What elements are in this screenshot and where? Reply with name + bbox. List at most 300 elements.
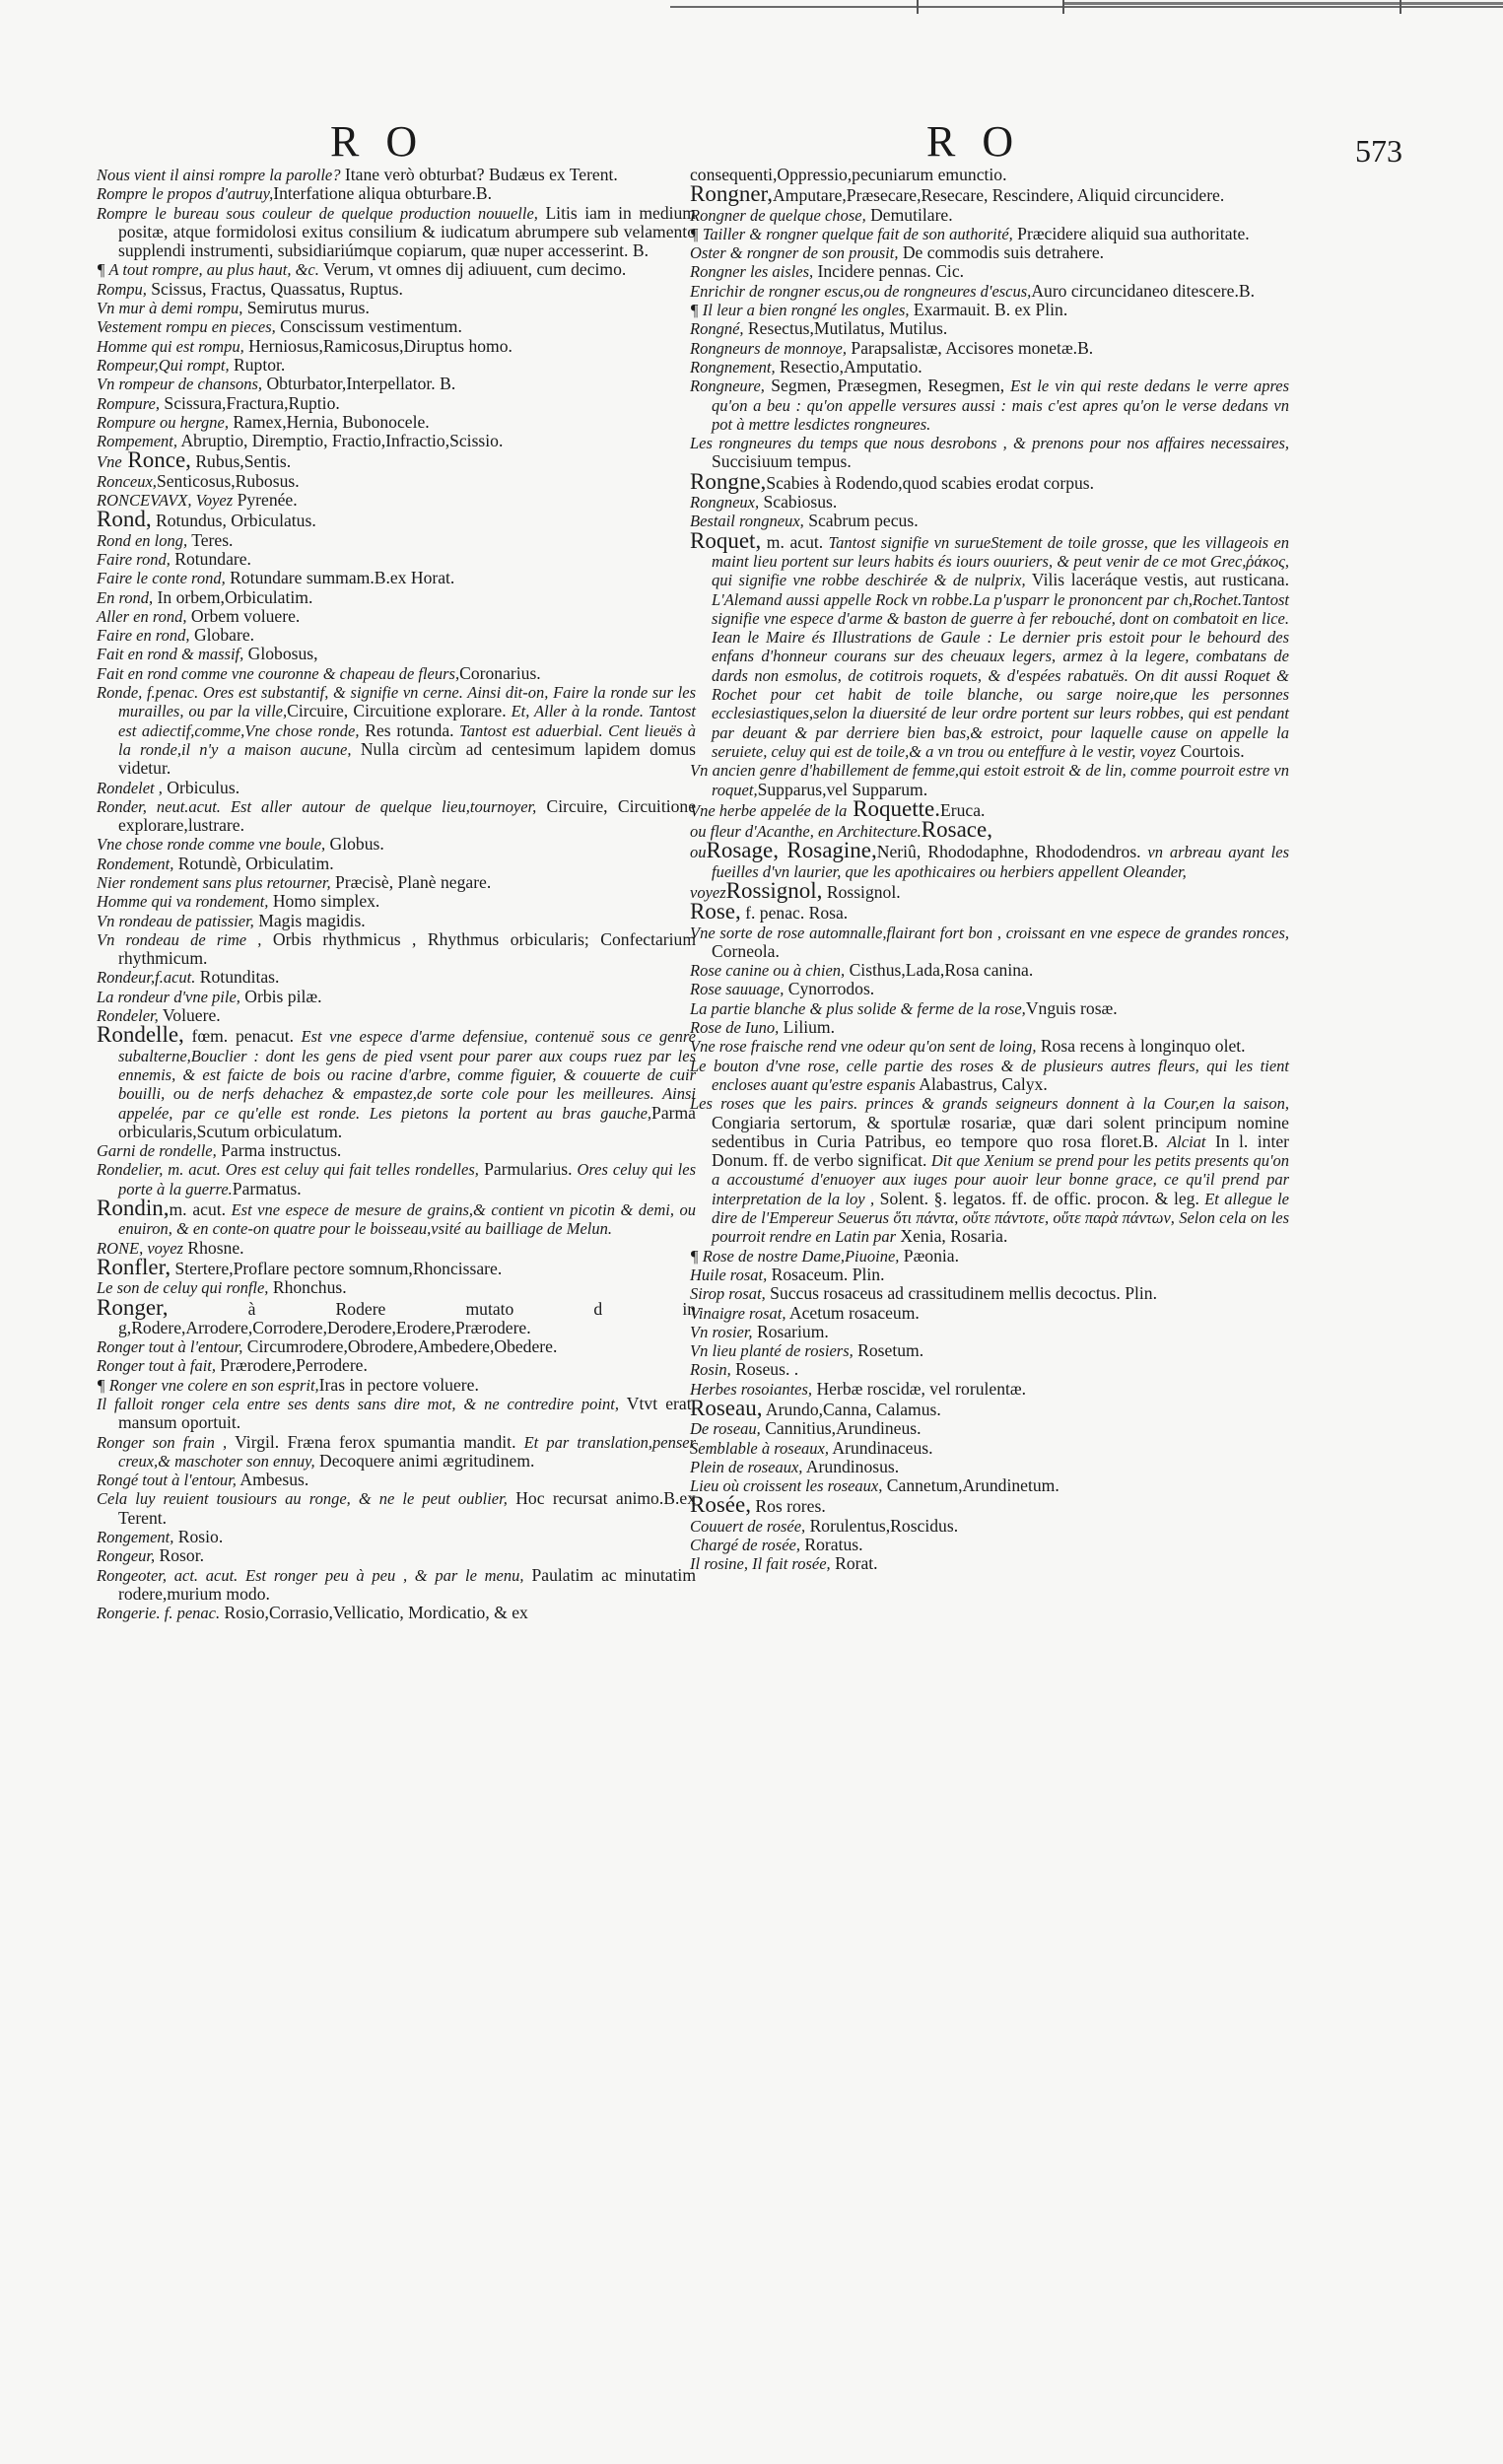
- latin-text: Cannetum,Arundinetum.: [882, 1475, 1059, 1496]
- top-scan-border: [0, 0, 1503, 22]
- latin-text: Itane verò obturbat? Budæus ex Terent.: [340, 165, 618, 184]
- dictionary-entry: [97, 1254, 696, 1279]
- dictionary-entry: [97, 1471, 696, 1489]
- latin-text: Succisiuum tempus.: [712, 451, 852, 472]
- dictionary-entry: [97, 413, 696, 432]
- latin-text: Rosio.: [173, 1527, 224, 1547]
- french-text: Rompure ou hergne,: [97, 412, 229, 432]
- dictionary-entry: [97, 1395, 696, 1433]
- latin-text: Globare.: [189, 625, 255, 646]
- latin-text: Ros rores.: [750, 1496, 826, 1517]
- latin-text: Interfatione aliqua obturbare.B.: [273, 183, 493, 204]
- dictionary-entry: [97, 299, 696, 317]
- dictionary-entry: [97, 1278, 696, 1297]
- french-text: Tantost est aduerbial. Cent lieuës à la ronde,il n'y a maison aucune,: [118, 720, 696, 759]
- dictionary-entry: [690, 1323, 1289, 1341]
- latin-text: Courtois.: [1176, 740, 1245, 761]
- french-text: Il rosine, Il fait rosée,: [690, 1554, 831, 1574]
- latin-text: Globus.: [325, 834, 384, 855]
- french-text: Vn lieu planté de rosiers,: [690, 1341, 854, 1361]
- latin-text: Scabies à Rodendo,quod scabies erodat corpus.: [766, 472, 1095, 493]
- french-text: Ronger son frain ,: [97, 1432, 228, 1452]
- latin-text: Præcisè, Planè negare.: [330, 871, 492, 892]
- french-text: Vn rompeur de chansons,: [97, 375, 263, 394]
- french-text: RONE, voyez: [97, 1238, 183, 1258]
- latin-text: Neriû, Rhododaphne, Rhododendros.: [876, 842, 1141, 862]
- latin-text: Paulatim ac minutatim rodere,murium modo.: [118, 1564, 697, 1604]
- headword: Rosace,: [921, 817, 992, 843]
- dictionary-entry: [97, 550, 696, 569]
- dictionary-entry: [97, 507, 696, 532]
- dictionary-entry: [97, 1376, 696, 1395]
- headword: Rongne,: [690, 468, 767, 494]
- dictionary-entry: [97, 797, 696, 836]
- dictionary-entry: [97, 531, 696, 550]
- latin-text: Parmatus.: [232, 1178, 302, 1198]
- dictionary-entry: [690, 1284, 1289, 1303]
- dictionary-entry: [690, 1476, 1289, 1495]
- latin-text: Res rotunda.: [359, 719, 454, 740]
- french-text: RONCEVAVX, Voyez: [97, 491, 234, 511]
- latin-text: Herbæ roscidæ, vel rorulentæ.: [812, 1378, 1027, 1399]
- latin-text: Rotundare.: [170, 548, 251, 569]
- french-text: Et par translation,penser creux,& maschoter son ennuy,: [118, 1432, 696, 1471]
- dictionary-entry: [97, 1489, 696, 1528]
- latin-text: Rhosne.: [182, 1237, 244, 1258]
- page-number: 573: [1355, 133, 1402, 169]
- headword: Roquette.: [847, 795, 940, 821]
- french-text: La partie blanche & plus solide & ferme de la rose,: [690, 998, 1026, 1018]
- latin-text: Parma instructus.: [216, 1140, 342, 1161]
- french-text: La rondeur d'vne pile,: [97, 987, 240, 1006]
- french-text: Nier rondement sans plus retourner,: [97, 872, 331, 892]
- headword: Rosée,: [690, 1492, 751, 1518]
- latin-text: à Rodere mutato d in g,Rodere,Arrodere,Corrodere,Derodere,Erodere,Prærodere.: [118, 1298, 696, 1337]
- top-rule-tick: [1062, 0, 1064, 14]
- latin-text: Rubus,Sentis.: [190, 451, 292, 472]
- french-text: Vn rosier,: [690, 1322, 753, 1341]
- french-text: Et allegue le dire de l'Empereur Seuerus ὅτι πάντα, οὔτε πάντοτε, οὔτε παρὰ πάντων, Selon cela on les pourroit rendre en Latin par: [712, 1189, 1289, 1247]
- dictionary-entry: [97, 1528, 696, 1546]
- french-text: Homme qui va rondement,: [97, 892, 269, 912]
- french-text: Rompu,: [97, 279, 147, 299]
- dictionary-entry: [690, 527, 1289, 762]
- french-text: Et, Aller à la ronde. Tantost est adiectif,comme,Vne chose ronde,: [118, 702, 696, 740]
- french-text: Fait en rond & massif,: [97, 645, 244, 664]
- latin-text: Cisthus,Lada,Rosa canina.: [845, 960, 1034, 981]
- french-text: Rongeur,: [97, 1546, 156, 1566]
- dictionary-entry: [97, 1006, 696, 1025]
- latin-text: Ambesus.: [236, 1470, 309, 1490]
- dictionary-entry: [690, 225, 1289, 243]
- french-text: Vn rondeau de patissier,: [97, 911, 254, 930]
- latin-text: Rotunditas.: [195, 967, 280, 988]
- latin-text: Roseus. .: [730, 1359, 799, 1380]
- french-text: ¶ A tout rompre, au plus haut, &c.: [97, 260, 319, 280]
- french-text: Rond en long,: [97, 530, 188, 550]
- headword: Ronger,: [97, 1294, 169, 1320]
- dictionary-entry: [690, 282, 1289, 301]
- dictionary-entry: [97, 166, 696, 184]
- french-text: Ores celuy qui les porte à la guerre.: [118, 1160, 696, 1198]
- latin-text: Ruptor.: [229, 354, 286, 375]
- french-text: Vne rose fraische rend vne odeur qu'on sent de loing,: [690, 1037, 1037, 1057]
- latin-text: Lilium.: [779, 1017, 835, 1038]
- latin-text: Congiaria sertorum, & sportulæ rosariæ, quæ dari solent principum nomine sedentibus in Curia Patribus, eo tempore quo rosa floret.B.: [712, 1112, 1289, 1151]
- dictionary-entry: [97, 1546, 696, 1565]
- latin-text: m. acut.: [169, 1199, 227, 1220]
- french-text: Rongé tout à l'entour,: [97, 1471, 237, 1490]
- right-column: [690, 166, 1289, 1574]
- latin-text: Rhonchus.: [268, 1277, 347, 1298]
- latin-text: Rossignol.: [822, 881, 901, 902]
- french-text: Vn mur à demi rompu,: [97, 299, 243, 318]
- dictionary-entry: [97, 1294, 696, 1338]
- latin-text: Semirutus murus.: [242, 298, 370, 318]
- dictionary-entry: [690, 1247, 1289, 1266]
- french-text: Vinaigre rosat,: [690, 1303, 786, 1323]
- french-text: Rongneurs de monnoye,: [690, 338, 848, 358]
- dictionary-entry: [690, 339, 1289, 358]
- top-rule-line-2: [1064, 2, 1503, 5]
- french-text: Huile rosat,: [690, 1265, 768, 1284]
- latin-text: Arundinaceus.: [828, 1437, 933, 1458]
- latin-text: Iras in pectore voluere.: [318, 1374, 479, 1395]
- french-text: Alciat: [1158, 1131, 1206, 1151]
- french-text: Plein de roseaux,: [690, 1457, 803, 1476]
- latin-text: Vilis laceráque vestis, aut rusticana.: [1025, 570, 1289, 590]
- french-text: De roseau,: [690, 1419, 761, 1439]
- french-text: ¶ Rose de nostre Dame,Piuoine,: [690, 1246, 900, 1266]
- latin-text: Rotundare summam.B.ex Horat.: [225, 568, 455, 588]
- latin-text: consequenti,Oppressio,pecuniarum emunctio.: [690, 165, 1007, 184]
- dictionary-entry: [690, 924, 1289, 962]
- french-text: Rondeur,f.acut.: [97, 968, 196, 988]
- french-text: Les rongneures du temps que nous desrobons , & prenons pour nos affaires necessaires,: [690, 434, 1289, 453]
- latin-text: Decoquere animi ægritudinem.: [314, 1450, 535, 1471]
- french-text: ¶ Tailler & rongner quelque fait de son authorité,: [690, 224, 1013, 243]
- latin-text: Scissura,Fractura,Ruptio.: [160, 392, 340, 413]
- latin-text: Rosio,Corrasio,Vellicatio, Mordicatio, & ex: [220, 1603, 528, 1623]
- french-text: Chargé de rosée,: [690, 1536, 800, 1555]
- french-text: Vne sorte de rose automnalle,flairant fort bon , croissant en vne espece de grandes ronces,: [690, 923, 1289, 942]
- latin-text: Coronarius.: [459, 662, 541, 683]
- french-text: Vne herbe appelée de la: [690, 800, 848, 820]
- dictionary-entry: [97, 1337, 696, 1356]
- french-text: Rongner les aisles,: [690, 262, 814, 282]
- dictionary-entry: [97, 375, 696, 393]
- french-text: Vn ancien genre d'habillement de femme,qui estoit estroit & de lin, comme pourroit estre vn roquet,: [690, 761, 1289, 799]
- dictionary-entry: [97, 664, 696, 683]
- french-text: Tantost signifie vn surueStement de toile grosse, que les villageois en maint lieu portent sur leurs habits és iours ouuriers, & peut venir de ce mot Grec,ῥάκος, qui signifie vne robbe deschirée & de nulprix,: [712, 532, 1289, 590]
- french-text: Herbes rosoiantes,: [690, 1379, 813, 1399]
- french-text: Fait en rond comme vne couronne & chapeau de fleurs,: [97, 663, 460, 683]
- french-text: ou: [690, 843, 707, 862]
- dictionary-entry: [97, 260, 696, 279]
- latin-text: Abruptio, Diremptio, Fractio,Infractio,Scissio.: [177, 431, 504, 451]
- latin-text: Incidere pennas. Cic.: [813, 261, 965, 282]
- headword: Rongner,: [690, 181, 774, 207]
- latin-text: Corneola.: [712, 940, 780, 961]
- dictionary-entry: [97, 204, 696, 261]
- dictionary-entry: [690, 206, 1289, 225]
- latin-text: Arundinosus.: [802, 1456, 900, 1476]
- latin-text: Eruca.: [939, 799, 986, 820]
- french-text: Rongnement,: [690, 357, 776, 376]
- dictionary-entry: [690, 899, 1289, 924]
- dictionary-entry: [690, 1554, 1289, 1573]
- french-text: Garni de rondelle,: [97, 1141, 217, 1161]
- french-text: Est vne espece d'arme defensiue, contenuë sous ce genre subalterne,Bouclier : dont les gens de pied vsent pour parer aux coups ruez par les ennemis, & est faicte de bois ou racine d'arbre, comme figuier, & couuerte de cuir bouilli, ou de nerfs dehachez & empastez,de sorte cole pour les meilleures. Ainsi appelée, par ce qu'elle est ronde. Les pietons la portent au bras gauche,: [118, 1027, 696, 1123]
- french-text: Semblable à roseaux,: [690, 1438, 829, 1458]
- french-text: voyez: [690, 882, 726, 902]
- french-text: Rose canine ou à chien,: [690, 961, 846, 981]
- latin-text: Succus rosaceus ad crassitudinem mellis decoctus. Plin.: [765, 1283, 1157, 1304]
- dictionary-entry: [97, 588, 696, 607]
- dictionary-entry: [97, 280, 696, 299]
- headword: Rossignol,: [725, 877, 823, 903]
- latin-text: Circumrodere,Obrodere,Ambedere,Obedere.: [242, 1336, 558, 1357]
- latin-text: Scissus, Fractus, Quassatus, Ruptus.: [146, 278, 403, 299]
- dictionary-entry: [690, 999, 1289, 1018]
- top-rule-line: [670, 6, 1503, 8]
- latin-text: Resectio,Amputatio.: [775, 356, 922, 376]
- french-text: Vne: [97, 452, 122, 472]
- french-text: Rongerie. f. penac.: [97, 1604, 221, 1623]
- french-text: Rondeler,: [97, 1006, 159, 1026]
- french-text: Est vne espece de mesure de grains,& contient vn picotin & demi, ou enuiron, & en conte-on quatre pour le boisseau,vsité au bailliage de Melun.: [118, 1200, 697, 1239]
- dictionary-entry: [97, 1566, 696, 1605]
- french-text: Ronder, neut.acut. Est aller autour de quelque lieu,tournoyer,: [97, 796, 537, 816]
- dictionary-entry: [97, 968, 696, 987]
- dictionary-entry: [97, 988, 696, 1006]
- dictionary-entry: [690, 1419, 1289, 1438]
- dictionary-entry: [690, 961, 1289, 980]
- dictionary-entry: [690, 1094, 1289, 1246]
- latin-text: f. penac. Rosa.: [740, 903, 849, 924]
- dictionary-entry: [97, 607, 696, 626]
- dictionary-entry: [690, 262, 1289, 281]
- latin-text: Solent. §. legatos. ff. de offic. procon. & leg.: [874, 1188, 1199, 1208]
- latin-text: Rosetum.: [853, 1340, 924, 1361]
- dictionary-entry: [690, 243, 1289, 262]
- dictionary-entry: [690, 980, 1289, 998]
- dictionary-entry: [97, 491, 696, 510]
- dictionary-entry: [690, 166, 1289, 184]
- latin-text: Rosor.: [155, 1545, 204, 1566]
- dictionary-entry: [690, 1458, 1289, 1476]
- french-text: Faire rond,: [97, 549, 171, 569]
- dictionary-entry: [690, 358, 1289, 376]
- french-text: Rosin,: [690, 1360, 731, 1380]
- french-text: Homme qui est rompu,: [97, 336, 244, 356]
- latin-text: Herniosus,Ramicosus,Diruptus homo.: [243, 335, 512, 356]
- dictionary-entry: [690, 1266, 1289, 1284]
- french-text: Ronger tout à fait,: [97, 1356, 216, 1376]
- latin-text: Virgil. Fræna ferox spumantia mandit.: [227, 1431, 516, 1452]
- dictionary-entry: [690, 761, 1289, 799]
- top-rule-tick: [917, 0, 919, 14]
- dictionary-entry: [690, 1396, 1289, 1420]
- latin-text: Auro circuncidaneo ditescere.B.: [1031, 280, 1255, 301]
- latin-text: Parapsalistæ, Accisores monetæ.B.: [847, 337, 1094, 358]
- latin-text: Alabastrus, Calyx.: [915, 1073, 1048, 1094]
- headword: Rondin,: [97, 1196, 170, 1221]
- dictionary-entry: [690, 181, 1289, 207]
- dictionary-entry: [690, 376, 1289, 434]
- dictionary-entry: [97, 645, 696, 663]
- french-text: ¶ Il leur a bien rongné les ongles,: [690, 301, 910, 320]
- french-text: L'Alemand aussi appelle Rock vn robbe.La p'usparr le prononcent par ch,Rochet.Tantost signifie vne espece d'arme & baston de guerre à fer rebouché, dont on combatoit en lice. Iean le Maire és Illustrations de Gaule : Le dernier pris estoit pour le behourd des enfans d'honneur courans sur des cheuaux legers, armez à la legere, combatans de dards non esmolus, de cotitrois roquets, & d'espées rabatuës. On dit aussi Roquet & Rochet pour cet habit de toile blanche, ou sarge noire,que les personnes ecclesiastiques,selon la diuersité de leur ordre portent sur leurs robbes, qui est pendant par deuant & par derriere bien bas,& estroict, pour laquelle cause on appelle la seruiete, celuy qui est de toile,& a vn trou ou enteffure à le vestir, voyez: [712, 589, 1289, 761]
- dictionary-entry: [97, 1239, 696, 1258]
- french-text: Ronceux,: [97, 471, 157, 491]
- latin-text: Verum, vt omnes dij adiuuent, cum decimo.: [318, 259, 627, 280]
- latin-text: Rotundè, Orbiculatim.: [173, 853, 334, 873]
- latin-text: Cynorrodos.: [784, 979, 875, 999]
- dictionary-entry: [97, 873, 696, 892]
- dictionary-entry: [97, 1141, 696, 1160]
- latin-text: Rosarium.: [752, 1321, 829, 1341]
- dictionary-entry: [690, 512, 1289, 530]
- dictionary-entry: [97, 1604, 696, 1622]
- french-text: Vne chose ronde comme vne boule,: [97, 835, 326, 855]
- dictionary-entry: [97, 317, 696, 336]
- dictionary-entry: [97, 1433, 696, 1472]
- latin-text: Orbem voluere.: [186, 605, 301, 626]
- dictionary-entry: [97, 356, 696, 375]
- dictionary-entry: [690, 434, 1289, 472]
- latin-text: Xenia, Rosaria.: [896, 1226, 1008, 1247]
- latin-text: Rorat.: [830, 1553, 878, 1574]
- latin-text: Circuire, Circuitione explorare,lustrare.: [118, 795, 696, 836]
- dictionary-entry: [690, 319, 1289, 338]
- latin-text: Amputare,Præsecare,Resecare, Rescindere, Aliquid circuncidere.: [773, 185, 1225, 206]
- headword: Rosage,: [706, 838, 779, 863]
- latin-text: Nulla circùm ad centesimum lapidem domus videtur.: [118, 738, 697, 779]
- dictionary-entry: [97, 1356, 696, 1375]
- latin-text: Pæonia.: [899, 1245, 959, 1266]
- dictionary-entry: [690, 468, 1289, 494]
- french-text: Ronde, f.penac. Ores est substantif, & signifie vn cerne. Ainsi dit-on, Faire la ronde sur les murailles, ou par la ville,: [97, 683, 696, 721]
- french-text: Faire en rond,: [97, 626, 190, 646]
- latin-text: Supparus,vel Supparum.: [757, 779, 928, 799]
- dictionary-entry: [690, 877, 1289, 903]
- latin-text: Arundo,Canna, Calamus.: [762, 1400, 941, 1419]
- french-text: Rongement,: [97, 1528, 174, 1547]
- dictionary-entry: [97, 1198, 696, 1239]
- latin-text: Rotundus, Orbiculatus.: [151, 511, 316, 531]
- dictionary-entry: [97, 394, 696, 413]
- latin-text: Magis magidis.: [253, 910, 366, 930]
- french-text: Il falloit ronger cela entre ses dents sans dire mot, & ne contredire point,: [97, 1395, 619, 1413]
- latin-text: Senticosus,Rubosus.: [156, 470, 300, 491]
- french-text: Rondelier, m. acut. Ores est celuy qui fait telles rondelles,: [97, 1160, 479, 1180]
- dictionary-entry: [97, 472, 696, 491]
- left-column: [97, 166, 696, 1623]
- dictionary-entry: [97, 1160, 696, 1198]
- french-text: Faire le conte rond,: [97, 569, 226, 588]
- headword: Roquet,: [690, 527, 762, 553]
- latin-text: Rosaceum. Plin.: [767, 1264, 885, 1284]
- dictionary-entry: [97, 184, 696, 203]
- latin-text: Teres.: [187, 529, 234, 550]
- top-rule-tick: [1400, 0, 1401, 14]
- latin-text: Pyrenée.: [233, 490, 298, 511]
- headword: Roseau,: [690, 1396, 763, 1420]
- dictionary-entry: [97, 930, 696, 969]
- dictionary-entry: [690, 838, 1290, 881]
- dictionary-entry: [690, 1380, 1289, 1399]
- latin-text: Vnguis rosæ.: [1025, 997, 1118, 1018]
- dictionary-entry: [690, 1341, 1289, 1360]
- dictionary-entry: [690, 493, 1289, 512]
- latin-text: Conscissum vestimentum.: [275, 316, 462, 337]
- headword: Ronce,: [121, 447, 191, 473]
- dictionary-entry: [690, 1057, 1289, 1095]
- french-text: Cela luy reuient tousiours au ronge, & ne le peut oublier,: [97, 1489, 508, 1509]
- french-text: Rose sauuage,: [690, 980, 785, 999]
- latin-text: Præcidere aliquid sua authoritate.: [1012, 223, 1250, 243]
- french-text: Le son de celuy qui ronfle,: [97, 1278, 269, 1298]
- dictionary-entry: [97, 855, 696, 873]
- french-text: Les roses que les pairs. princes & grands seigneurs donnent à la Cour,en la saison,: [690, 1094, 1289, 1114]
- french-text: Rompre le propos d'autruy,: [97, 184, 274, 204]
- latin-text: Parmularius.: [478, 1159, 573, 1180]
- latin-text: Cannitius,Arundineus.: [760, 1418, 922, 1439]
- latin-text: Prærodere,Perrodere.: [216, 1355, 368, 1376]
- latin-text: Orbis pilæ.: [239, 986, 322, 1006]
- latin-text: m. acut.: [761, 531, 824, 552]
- dictionary-entry: [97, 569, 696, 587]
- dictionary-entry: [97, 683, 696, 778]
- french-text: Rongneure,: [690, 376, 765, 396]
- dictionary-entry: [690, 1536, 1289, 1554]
- french-text: Rongner de quelque chose,: [690, 205, 866, 225]
- latin-text: Roratus.: [799, 1535, 863, 1555]
- latin-text: Parma orbicularis,Scutum orbiculatum.: [118, 1102, 696, 1141]
- french-text: Couuert de rosée,: [690, 1516, 806, 1536]
- latin-text: In l. inter Donum. ff. de verbo significat.: [712, 1130, 1289, 1171]
- latin-text: Circuire, Circuitione explorare.: [287, 701, 507, 721]
- dictionary-entry: [97, 892, 696, 911]
- dictionary-entry: [97, 779, 696, 797]
- french-text: Rompement,: [97, 432, 178, 451]
- latin-text: Demutilare.: [865, 204, 953, 225]
- french-text: Ronger tout à l'entour,: [97, 1337, 243, 1357]
- french-text: Rongeoter, act. acut. Est ronger peu à peu , & par le menu,: [97, 1565, 524, 1585]
- french-text: Le bouton d'vne rose, celle partie des roses & de plusieurs autres fleurs, qui les tient encloses auant qu'estre espanis: [690, 1056, 1289, 1094]
- latin-text: Resectus,Mutilatus, Mutilus.: [743, 318, 948, 339]
- latin-text: Rorulentus,Roscidus.: [805, 1515, 959, 1536]
- french-text: Sirop rosat,: [690, 1284, 766, 1304]
- french-text: Nous vient il ainsi rompre la parolle?: [97, 166, 341, 184]
- french-text: Rose de Iuno,: [690, 1018, 780, 1038]
- dictionary-entry: [97, 447, 696, 473]
- french-text: Rongneux,: [690, 493, 760, 513]
- latin-text: Ramex,Hernia, Bubonocele.: [228, 411, 430, 432]
- dictionary-entry: [97, 1022, 696, 1141]
- latin-text: Exarmauit. B. ex Plin.: [909, 300, 1068, 320]
- latin-text: Scabrum pecus.: [803, 511, 919, 531]
- dictionary-entry: [97, 626, 696, 645]
- running-head-right: R O: [926, 117, 1022, 166]
- latin-text: Stertere,Proflare pectore somnum,Rhoncissare.: [171, 1258, 503, 1278]
- french-text: vn arbreau ayant les fueilles d'vn laurier, que les apothicaires ou herbiers appellent Oleander,: [712, 843, 1290, 881]
- french-text: Rondement,: [97, 854, 174, 873]
- headword: Rondelle,: [97, 1022, 184, 1048]
- latin-text: Orbis rhythmicus , Rhythmus orbicularis; Confectarium rhythmicum.: [118, 928, 697, 969]
- dictionary-entry: [97, 912, 696, 930]
